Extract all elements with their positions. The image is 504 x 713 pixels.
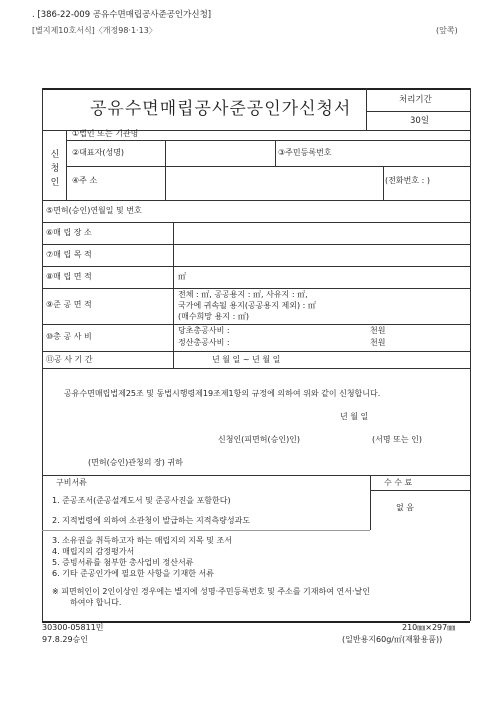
representative-label: ②대표자(성명)	[72, 148, 125, 157]
construction-period-label: ⑪공 사 기 간	[46, 355, 93, 364]
form-code: 30300-05811민	[42, 623, 104, 632]
signer-label: 신청인(피면허(승인)인)	[218, 435, 301, 444]
paper-type: (일반용지60g/㎡(재활용품))	[342, 635, 443, 644]
fee-value: 없 음	[396, 503, 414, 512]
document-item-4: 4. 매립지의 감정평가서	[52, 547, 135, 556]
license-date-label: ⑤면허(승인)연월일 및 번호	[46, 206, 142, 215]
processing-period-label: 처리기간	[399, 95, 432, 105]
purpose-label: ⑦매 립 목 적	[46, 250, 92, 259]
required-documents-title: 구비서류	[56, 478, 87, 487]
document-item-2: 2. 지적법령에 의하여 소관청이 발급하는 지적측량성과도	[52, 516, 251, 525]
original-cost-unit: 천원	[370, 326, 386, 335]
form-number: [별지제10호서식]〈개정98·1·13〉	[32, 26, 157, 35]
site-label: ⑥매 립 장 소	[46, 228, 92, 237]
document-item-5: 5. 증빙서류를 첨부한 총사업비 정산서류	[52, 558, 194, 567]
settled-cost-label: 정산총공사비 :	[178, 338, 230, 347]
form-title: 공유수면매립공사준공인가신청서	[90, 99, 352, 119]
signature-note: (서명 또는 인)	[372, 435, 422, 444]
completion-area-line-1: 전체 : ㎡, 공공용지 : ㎡, 사유지 : ㎡,	[178, 290, 308, 299]
approval-date: 97.8.29승인	[42, 635, 88, 644]
page-side: (앞쪽)	[436, 26, 458, 35]
settled-cost-unit: 천원	[370, 338, 386, 347]
document-code: . [386-22-009 공유수면매립공사준공인가신청]	[32, 10, 212, 20]
phone-label: (전화번호 : )	[385, 176, 430, 185]
total-cost-label: ⑩총 공 사 비	[46, 332, 92, 341]
recipient-label: (면허(승인)관청의 장) 귀하	[88, 458, 183, 467]
application-date: 년 월 일	[340, 412, 369, 421]
document-item-1: 1. 준공조서(준공설계도서 및 준공사진을 포함한다)	[52, 496, 231, 505]
original-cost-label: 당초총공사비 :	[178, 326, 230, 335]
completion-area-line-2: 국가에 귀속될 용지(공공용지 제외) : ㎡	[178, 301, 316, 310]
completion-area-line-3: (매수희망 용지 : ㎡)	[178, 312, 249, 321]
note-line-2: 하여야 합니다.	[70, 598, 122, 607]
application-statement: 공유수면매립법제25조 및 동법시행령제19조제1항의 규정에 의하여 위와 같이 신청합니다.	[64, 389, 381, 398]
document-item-6: 6. 기타 준공인가에 필요한 사항을 기재한 서류	[52, 569, 214, 578]
completion-area-label: ⑨준 공 면 적	[46, 300, 92, 309]
paper-size: 210㎜×297㎜	[402, 623, 456, 632]
note-line-1: ※ 피면허인이 2인이상인 경우에는 별지에 성명·주민등록번호 및 주소를 기재하여 연서·날인	[52, 587, 370, 596]
applicant-label: 신 청 인	[50, 150, 60, 188]
fee-label: 수 수 료	[384, 478, 413, 487]
document-item-3: 3. 소유권을 취득하고자 하는 매립지의 지목 및 조서	[52, 536, 232, 545]
resident-number-label: ③주민등록번호	[278, 148, 332, 157]
area-label: ⑧매 립 면 적	[46, 272, 92, 281]
area-unit: ㎡	[178, 272, 186, 281]
construction-period-value: 년 월 일 ~ 년 월 일	[212, 355, 281, 364]
corp-name-label: ①법인 또는 기관명	[72, 129, 139, 138]
address-label: ④주 소	[72, 176, 98, 185]
processing-period-value: 30일	[410, 116, 430, 126]
